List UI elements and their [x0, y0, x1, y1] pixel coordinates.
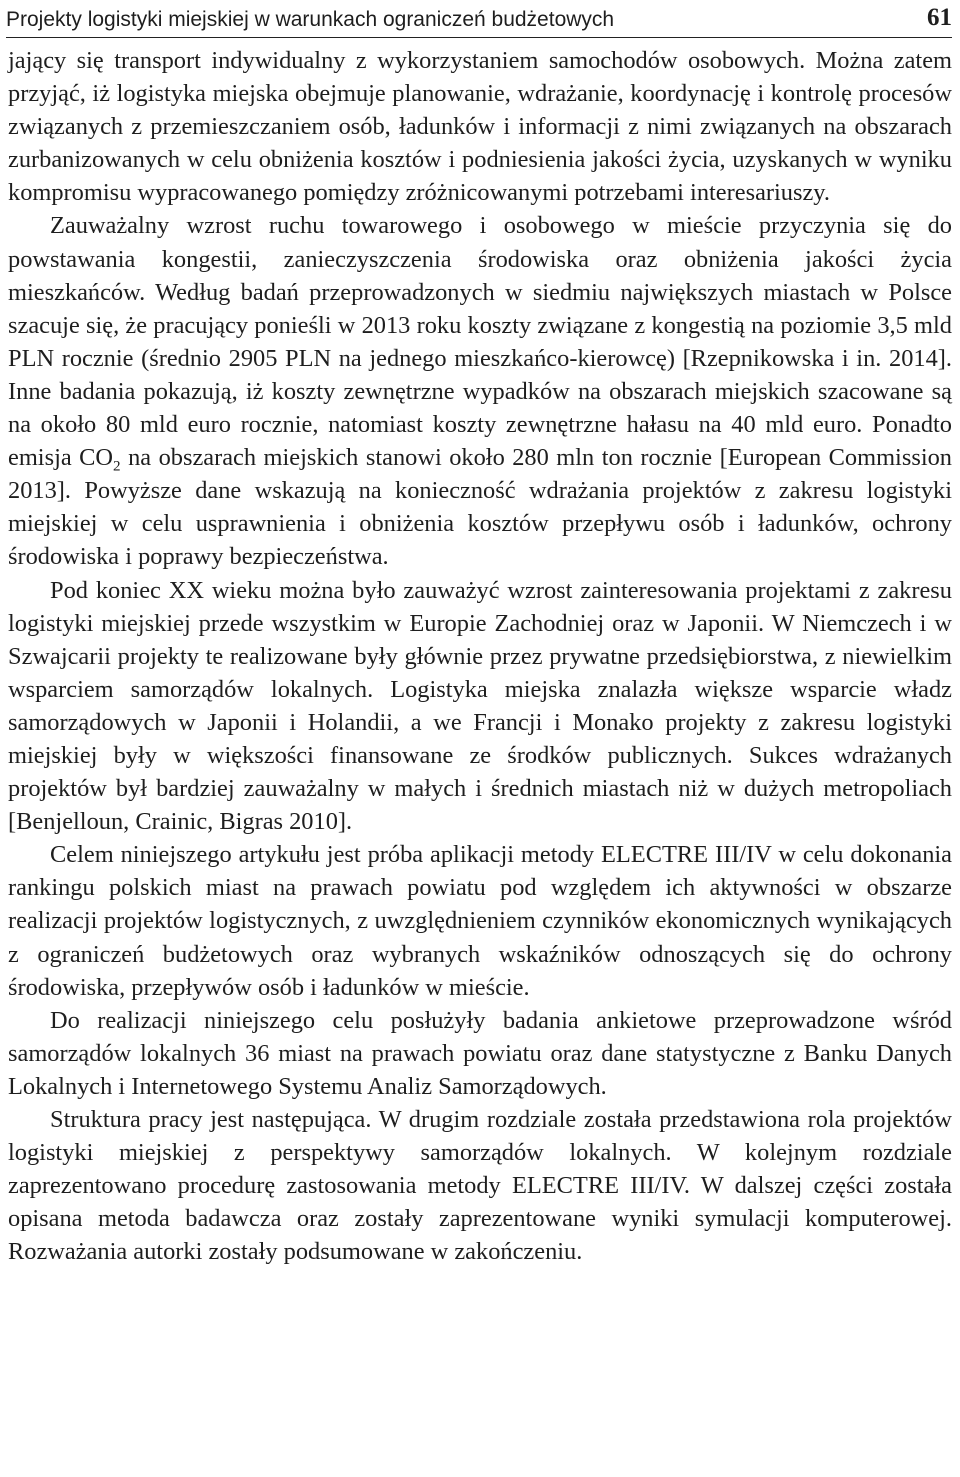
page-number: 61: [927, 4, 952, 31]
paragraph-5: Do realizacji niniejszego celu posłużyły badania ankietowe przeprowadzone wśród samorządów lokalnych 36 miast na prawach powiatu oraz dane statystyczne z Banku Danych Lokalnych i Internetowego Systemu Analiz Samorządowych.: [8, 1006, 952, 1100]
page-header: [6, 0, 952, 38]
paragraph-4: Celem niniejszego artykułu jest próba aplikacji metody ELECTRE III/IV w celu dokonania rankingu polskich miast na prawach powiatu pod względem ich aktywności w obszarze realizacji projektów logistycznych, z uwzględnieniem czynników ekonomicznych wynikających z ograniczeń budżetowych oraz wybranych wskaźników odnoszących się do ochrony środowiska, przepływów osób i ładunków w mieście.: [8, 841, 952, 1001]
co2-subscript: 2: [113, 458, 121, 475]
paragraph-6: Struktura pracy jest następująca. W drugim rozdziale została przedstawiona rola projektów logistyki miejskiej z perspektywy samorządów lokalnych. W kolejnym rozdziale zaprezentowano procedurę zastosowania metody ELECTRE III/IV. W dalszej części została opisana metoda badawcza oraz zostały zaprezentowane wyniki symulacji komputerowej. Rozważania autorki zostały podsumowane w zakończeniu.: [8, 1106, 952, 1266]
paragraph-2-text-before: Zauważalny wzrost ruchu towarowego i osobowego w mieście przyczynia się do powstawania kongestii, zanieczyszczenia środowiska oraz obniżenia jakości życia mieszkańców. Według badań przeprowadzonych w siedmiu największych miastach w Polsce szacuje się, że pracujący ponieśli w 2013 roku koszty związane z kongestią na poziomie 3,5 mld PLN rocznie (średnio 2905 PLN na jednego mieszkańco-kierowcę) [Rzepnikowska i in. 2014]. Inne badania pokazują, iż koszty zewnętrzne wypadków na obszarach miejskich szacowane są na około 80 mld euro rocznie, natomiast koszty zewnętrzne hałasu na 40 mld euro. Ponadto emisja CO: [8, 212, 952, 472]
paragraph-3: Pod koniec XX wieku można było zauważyć wzrost zainteresowania projektami z zakresu logistyki miejskiej przede wszystkim w Europie Zachodniej oraz w Japonii. W Niemczech i w Szwajcarii projekty te realizowane były głównie przez prywatne przedsiębiorstwa, z niewielkim wsparciem samorządów lokalnych. Logistyka miejska znalazła większe wsparcie władz samorządowych w Japonii i Holandii, a we Francji i Monako projekty z zakresu logistyki miejskiej były w większości finansowane ze środków publicznych. Sukces wdrażanych projektów był bardziej zauważalny w małych i średnich miastach niż w dużych metropoliach [Benjelloun, Crainic, Bigras 2010].: [8, 576, 952, 836]
paragraph-2-text-after: na obszarach miejskich stanowi około 280 mln ton rocznie [European Commission 2013]. Powyższe dane wskazują na konieczność wdrażania projektów z zakresu logistyki miejskiej w celu usprawnienia i obniżenia kosztów przepływu osób i ładunków, ochrony środowiska i poprawy bezpieczeństwa.: [8, 444, 952, 571]
paragraph-1: jający się transport indywidualny z wykorzystaniem samochodów osobowych. Można zatem przyjąć, iż logistyka miejska obejmuje planowanie, wdrażanie, koordynację i kontrolę procesów związanych z przemieszczaniem osób, ładunków i informacji z nimi związanych na obszarach zurbanizowanych w celu obniżenia kosztów i podniesienia jakości życia, uzyskanych w wyniku kompromisu wypracowanego pomiędzy zróżnicowanymi potrzebami interesariuszy.: [8, 47, 952, 207]
paragraph-2: [8, 209, 952, 573]
running-title: Projekty logistyki miejskiej w warunkach ograniczeń budżetowych: [6, 8, 615, 31]
article-body: [8, 44, 952, 1268]
